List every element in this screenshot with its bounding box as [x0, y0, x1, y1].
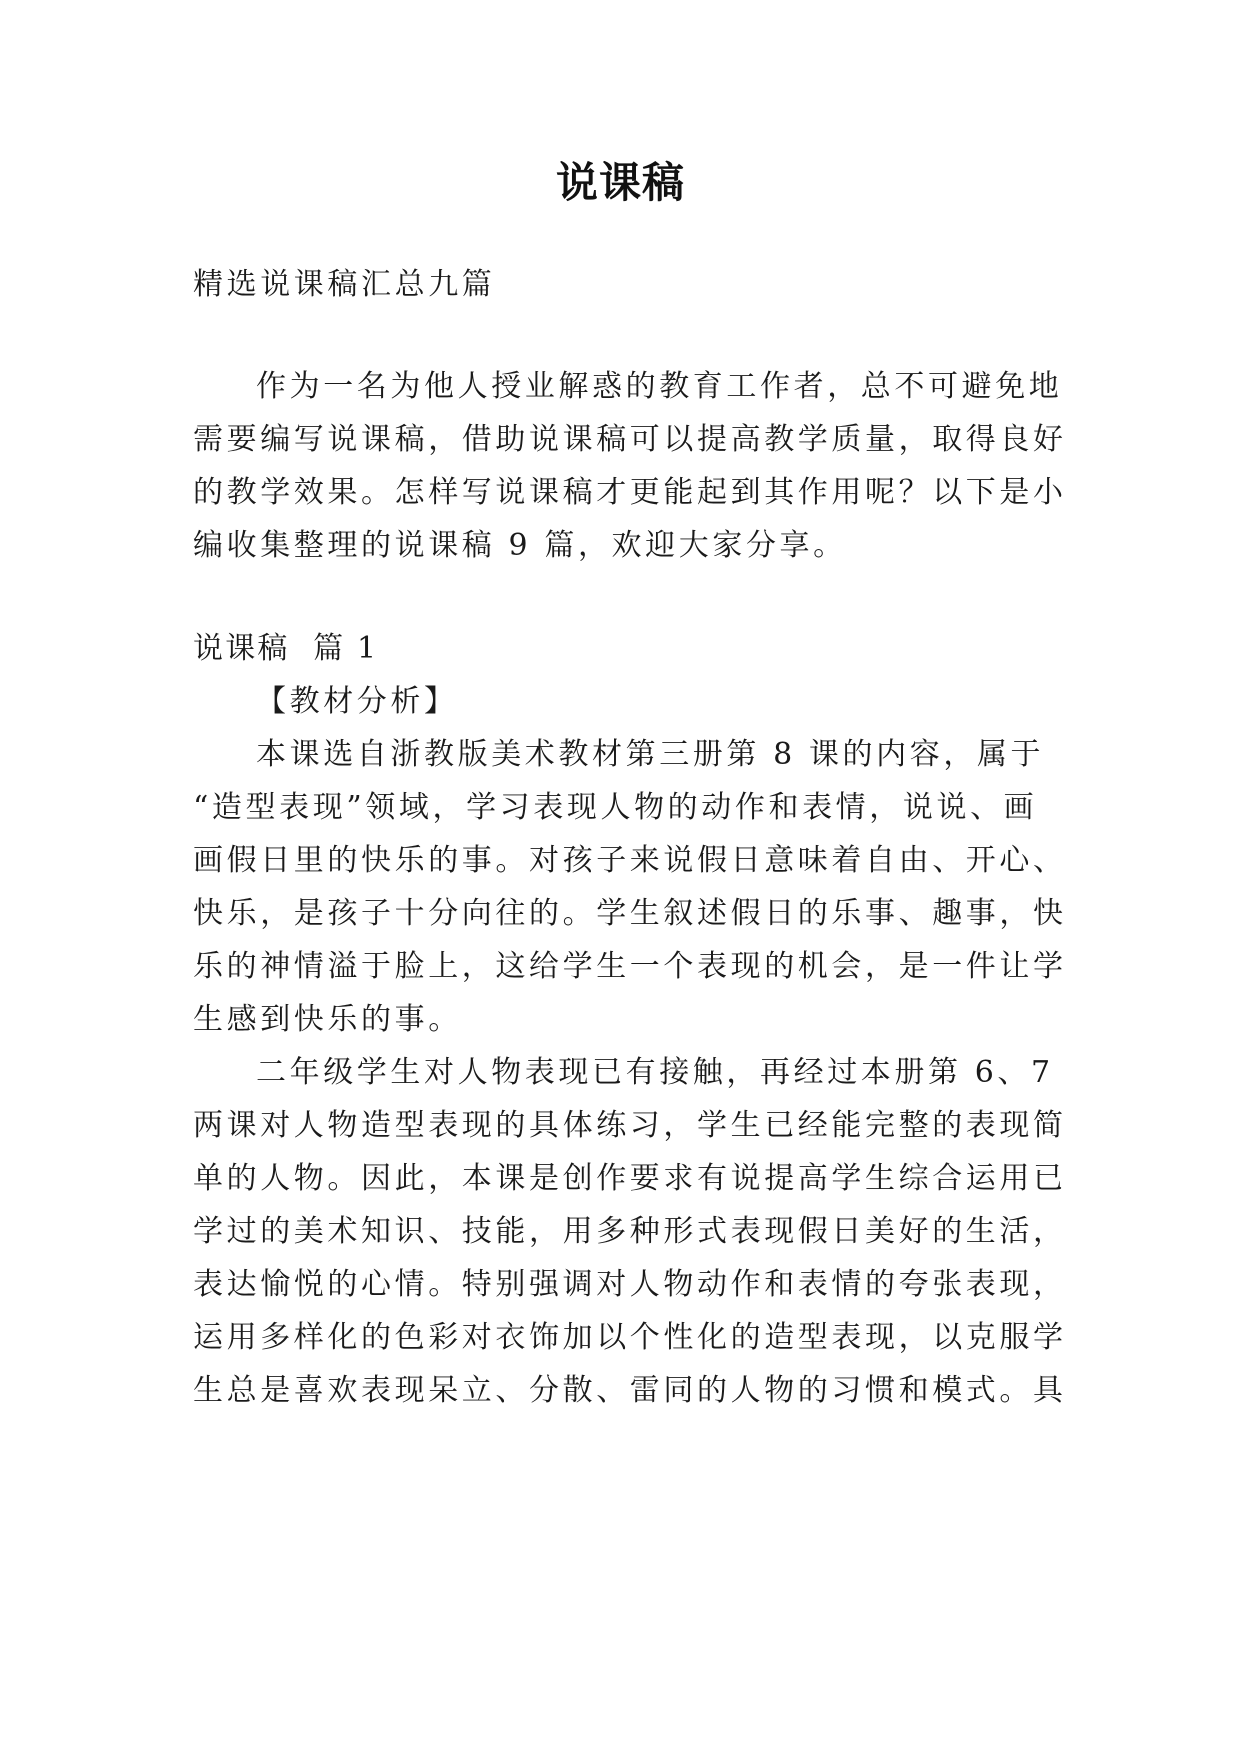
paragraph-line: 二年级学生对人物表现已有接触，再经过本册第 6、7: [256, 1055, 1054, 1090]
paragraph-line: 单的人物。因此，本课是创作要求有说提高学生综合运用已: [193, 1161, 1067, 1196]
document-title: 说课稿: [555, 158, 685, 207]
paragraph-line: 学过的美术知识、技能，用多种形式表现假日美好的生活，: [193, 1214, 1067, 1249]
paragraph-line: 本课选自浙教版美术教材第三册第 8 课的内容，属于: [256, 737, 1045, 772]
section-heading: 说课稿 篇 1: [193, 631, 379, 666]
paragraph-line: 表达愉悦的心情。特别强调对人物动作和表情的夸张表现，: [193, 1267, 1067, 1302]
intro-line: 需要编写说课稿，借助说课稿可以提高教学质量，取得良好: [193, 422, 1067, 457]
intro-line: 的教学效果。怎样写说课稿才更能起到其作用呢？以下是小: [193, 475, 1067, 510]
paragraph-line: 生感到快乐的事。: [193, 1002, 462, 1037]
paragraph-line: 快乐，是孩子十分向往的。学生叙述假日的乐事、趣事，快: [193, 896, 1067, 931]
paragraph-line: “造型表现”领域，学习表现人物的动作和表情，说说、画: [193, 790, 1038, 825]
paragraph-line: 画假日里的快乐的事。对孩子来说假日意味着自由、开心、: [193, 843, 1067, 878]
paragraph-line: 生总是喜欢表现呆立、分散、雷同的人物的习惯和模式。具: [193, 1373, 1067, 1408]
intro-line: 作为一名为他人授业解惑的教育工作者，总不可避免地: [256, 369, 1063, 404]
intro-line: 编收集整理的说课稿 9 篇，欢迎大家分享。: [193, 528, 847, 563]
document-subtitle: 精选说课稿汇总九篇: [193, 267, 496, 302]
paragraph-line: 乐的神情溢于脸上，这给学生一个表现的机会，是一件让学: [193, 949, 1067, 984]
paragraph-line: 两课对人物造型表现的具体练习，学生已经能完整的表现简: [193, 1108, 1067, 1143]
paragraph-line: 运用多样化的色彩对衣饰加以个性化的造型表现，以克服学: [193, 1320, 1067, 1355]
sub-heading: 【教材分析】: [256, 684, 458, 719]
